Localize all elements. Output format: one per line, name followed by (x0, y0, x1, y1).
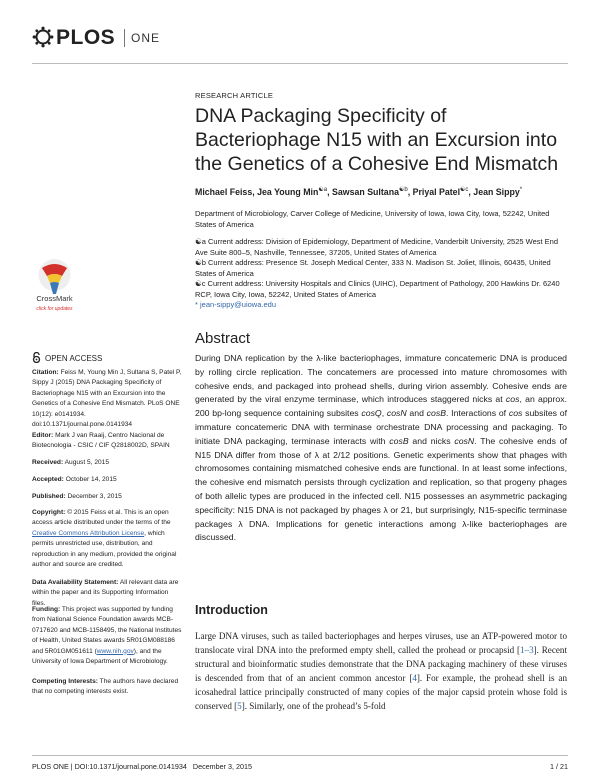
introduction-text-run: ]. Recent structural and bioinformatic studies demonstrate that the DNA packaging machinery of these viruses is descended from that of an ancient common ancestor [ (195, 645, 567, 683)
introduction-text-run: ]. For example, the prohead shell is an icosahedral lattice principally constructed of many copies of the major capsid protein whose fold is conserved [ (195, 673, 567, 711)
author-affiliation-marker: ☯a (318, 187, 328, 193)
competing-interests-label: Competing Interests: (32, 678, 98, 685)
editor-block (32, 431, 182, 452)
author-affiliation-marker: ☯b (398, 187, 408, 193)
accepted-date: October 14, 2015 (65, 476, 117, 483)
abstract-text-run: and (406, 408, 427, 419)
corresponding-email[interactable]: * jean-sippy@uiowa.edu (195, 300, 276, 309)
funding-text-rest: ), and the University of Iowa Department of Microbiology. (32, 647, 168, 666)
article-title: DNA Packaging Specificity of Bacteriophage N15 with an Excursion into the Genetics of a Cohesive End Mismatch (195, 105, 559, 175)
copyright-text: © 2015 Feiss et al. This is an open access article distributed under the terms of the (32, 509, 171, 527)
current-address-a: ☯a Current address: Division of Epidemiology, Department of Medicine, Vanderbilt University, 2525 West End Ave Suite 800–5, Nashville, Tennessee, 37205, United States of America (195, 237, 559, 257)
license-link[interactable]: Creative Commons Attribution License (32, 529, 145, 537)
abstract-text-run: . Interactions of (446, 408, 509, 419)
author-affiliation-marker: * (519, 187, 523, 193)
competing-interests-text: The authors have declared that no competing interests exist. (32, 678, 179, 696)
journal-name: ONE (131, 31, 161, 45)
copyright-block (32, 508, 182, 570)
citation-text: Feiss M, Young Min J, Sultana S, Patel P, Sippy J (2015) DNA Packaging Specificity of Bacteriophage N15 with an Excursion into the Genetics of a Cohesive End Mismatch. PLoS ONE 10(12): e0141934. doi:10.1371/journal.pone.0141934 (32, 369, 182, 429)
page-number: 1 / 21 (550, 762, 568, 771)
data-availability-label: Data Availability Statement: (32, 579, 119, 586)
funding-block (32, 605, 182, 667)
abstract-italic-term: cosN (386, 408, 407, 419)
crossmark-icon (32, 256, 77, 302)
open-access-badge (32, 352, 102, 363)
author-name: Sawsan Sultana (331, 186, 399, 197)
author-name: Michael Feiss (195, 186, 253, 197)
open-access-label: OPEN ACCESS (45, 354, 103, 363)
introduction-text-run: ]. Similarly, one of the prohead’s 5-fold (241, 701, 386, 711)
open-access-lock-icon (32, 352, 41, 363)
copyright-text-rest: , which permits unrestricted use, distribution, and reproduction in any medium, provided the original author and source are credited. (32, 529, 177, 569)
crossmark-badge[interactable] (32, 256, 77, 314)
footer-rule (32, 755, 568, 756)
abstract-italic-term: cosB (426, 408, 446, 419)
published-block (32, 492, 182, 502)
abstract-italic-term: cos (508, 408, 523, 419)
abstract-text (195, 352, 567, 545)
data-availability-text: All relevant data are within the paper and its Supporting Information files. (32, 579, 179, 607)
editor-text: Mark J van Raaij, Centro Nacional de Biotecnologia - CSIC / CIF Q2818002D, SPAIN (32, 432, 170, 450)
affiliation: Department of Microbiology, Carver College of Medicine, University of Iowa, Iowa City, Iowa, 52242, United States of America (195, 209, 550, 229)
author-affiliation-marker: ☯c (460, 187, 469, 193)
footer-citation: PLOS ONE | DOI:10.1371/journal.pone.0141934 December 3, 2015 (32, 762, 253, 771)
current-address-c: ☯c Current address: University Hospitals and Clinics (UIHC), Department of Pathology, 200 Hawkins Dr. 6240 RCP, Iowa City, Iowa, 52242, United States of America (195, 279, 560, 299)
funding-label: Funding: (32, 606, 61, 613)
competing-interests-block (32, 677, 182, 698)
abstract-italic-term: cosB (389, 435, 409, 446)
abstract-text-run: . The cohesive ends of N15 DNA differ from those of λ at 2/12 positions. Genetic experiments show that phages with chromosomes containing mismatched cohesive ends are functional. In at least some infections, the cohesive end mismatch persists through cyclization and replication, so that progeny phages of both allelic types are produced in the infected cell. N15 possesses an asymmetric packaging specificity: N15 DNA is not packaged by phages λ or 21, but surprisingly, N15-specific terminase packages λ DNA. Implications for genetic interactions among λ-like bacteriophages are discussed. (195, 435, 567, 543)
author-list: Michael Feiss, Jea Young Min$^{☯a}$, Sawsan Sultana$^{☯b}$, Priyal Patel$^{☯c}$, Jean Sippy* (195, 186, 523, 197)
introduction-text-run: Large DNA viruses, such as tailed bacteriophages and herpes viruses, use an ATP-powered motor to translocate viral DNA into the preformed empty shell, called the prohead or procapsid [ (195, 631, 567, 655)
copyright-label: Copyright: (32, 509, 66, 516)
funding-text: This project was supported by funding from National Science Foundation awards MCB-0717620 and MCB-1158495, the National Institutes of Health, United States awards 5R01GM088186 and 5R01GM051611 ( (32, 606, 182, 655)
abstract-text-run: During DNA replication by the λ-like bacteriophages, immature concatemeric DNA is produced by rolling circle replication. The concatemers are processed into mature chromosomes with cohesive ends, and packaged into prohead shells, during virion assembly. Cohesive ends are generated by the viral enzyme terminase, which introduces staggered nicks at (195, 353, 567, 405)
published-label: Published: (32, 493, 66, 500)
author-name: Priyal Patel (412, 186, 461, 197)
crossmark-caption: click for updates (36, 306, 73, 312)
author-name: Jean Sippy (473, 186, 520, 197)
abstract-italic-term: cosN (454, 435, 475, 446)
abstract-text-run: and nicks (408, 435, 455, 446)
citation-block (32, 368, 182, 430)
received-label: Received: (32, 459, 64, 466)
plos-one-logo[interactable] (32, 26, 192, 52)
editor-label: Editor: (32, 432, 54, 439)
nih-link[interactable]: www.nih.gov (96, 647, 134, 655)
received-block (32, 458, 182, 468)
accepted-block (32, 475, 182, 485)
abstract-text-run: , an approx. 200 bp-long sequence containing subsites (195, 394, 567, 419)
abstract-heading: Abstract (195, 330, 251, 347)
published-date: December 3, 2015 (67, 493, 122, 500)
article-type-label: RESEARCH ARTICLE (195, 91, 274, 100)
introduction-heading: Introduction (195, 603, 268, 617)
reference-link[interactable]: 1–3 (520, 645, 534, 655)
reference-link[interactable]: 5 (237, 701, 242, 711)
author-name: Jea Young Min (257, 186, 319, 197)
header-rule (32, 63, 568, 64)
received-date: August 5, 2015 (64, 459, 109, 466)
current-address-b: ☯b Current address: Presence St. Joseph Medical Center, 333 N. Madison St. Joliet, Illinois, 60435, United States of America (195, 258, 551, 278)
abstract-text-run: subsites of immature concatemeric DNA with terminase orchestrate DNA processing and packaging. To initiate DNA packaging, terminase interacts with (195, 408, 568, 446)
logo-divider (124, 29, 125, 47)
svg-text:CrossMark: CrossMark (36, 294, 73, 302)
reference-link[interactable]: 4 (412, 673, 417, 683)
accepted-label: Accepted: (32, 476, 64, 483)
citation-label: Citation: (32, 369, 59, 376)
plos-logo-mark-icon (32, 26, 54, 48)
abstract-italic-term: cosQ (361, 408, 382, 419)
abstract-text-run: , (381, 408, 387, 419)
introduction-text (195, 629, 567, 713)
brand-name: PLOS (56, 26, 116, 49)
abstract-italic-term: cos (505, 394, 520, 405)
